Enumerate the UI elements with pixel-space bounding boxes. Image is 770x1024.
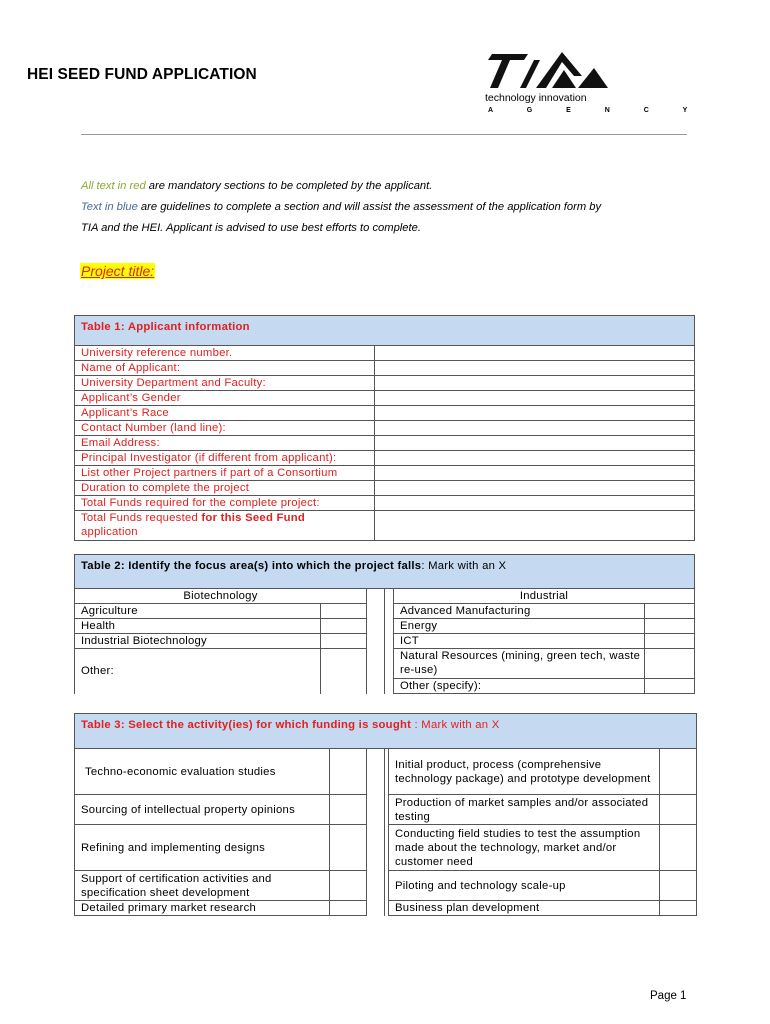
activity-left-item: Detailed primary market research <box>75 901 330 916</box>
table1-row-label: List other Project partners if part of a Consortium <box>75 466 375 481</box>
activity-mark-box[interactable] <box>330 795 367 825</box>
table1-row-label: Name of Applicant: <box>75 361 375 376</box>
activity-mark-box[interactable] <box>660 825 697 871</box>
table1-input-cell[interactable] <box>375 481 695 496</box>
activity-mark-box[interactable] <box>330 901 367 916</box>
table1-input-cell[interactable] <box>375 511 695 541</box>
focus-left-item: Industrial Biotechnology <box>75 634 321 649</box>
table1-row-label: Applicant’s Gender <box>75 391 375 406</box>
page-number: Page 1 <box>650 990 687 1002</box>
focus-mark-box[interactable] <box>321 649 367 694</box>
focus-area-table <box>74 554 695 694</box>
tia-logo <box>480 48 704 122</box>
table1-input-cell[interactable] <box>375 391 695 406</box>
focus-mark-box[interactable] <box>321 634 367 649</box>
focus-left-item: Agriculture <box>75 604 321 619</box>
table1-row-label: Email Address: <box>75 436 375 451</box>
logo-text-line1: technology innovation <box>485 92 587 104</box>
table1-input-cell[interactable] <box>375 406 695 421</box>
focus-mark-box[interactable] <box>645 649 695 679</box>
intro-line-3: TIA and the HEI. Applicant is advised to use best efforts to complete. <box>81 222 421 234</box>
table1-input-cell[interactable] <box>375 436 695 451</box>
table2-heading-rest: : Mark with an X <box>421 560 507 572</box>
table1-row-label: Duration to complete the project <box>75 481 375 496</box>
table2-heading-bold: Table 2: Identify the focus area(s) into which the project falls <box>81 560 422 572</box>
table1-input-cell[interactable] <box>375 421 695 436</box>
activity-left-item: Support of certification activities and specification sheet development <box>75 871 330 901</box>
table1-row-label <box>75 511 375 541</box>
table3-heading-bold: Table 3: Select the activity(ies) for which funding is sought <box>81 719 412 731</box>
focus-mark-box[interactable] <box>645 679 695 694</box>
table1-row-label: University reference number. <box>75 346 375 361</box>
activity-right-item: Production of market samples and/or associated testing <box>389 795 660 825</box>
table2-gap <box>367 634 385 649</box>
intro-line2-text: are guidelines to complete a section and will assist the assessment of the application form by <box>137 201 602 213</box>
logo-text-line2: A G E N C Y <box>488 107 704 114</box>
table2-gap <box>385 619 394 634</box>
table3-gap <box>367 825 385 871</box>
table1-row-label: Applicant’s Race <box>75 406 375 421</box>
header-divider <box>81 134 687 135</box>
activity-left-item: Sourcing of intellectual property opinions <box>75 795 330 825</box>
table3-gap <box>367 749 385 795</box>
intro-line-1 <box>81 179 432 193</box>
table3-gap <box>367 901 385 916</box>
industrial-column-header: Industrial <box>394 589 695 604</box>
intro-line1-text: are mandatory sections to be completed by the applicant. <box>145 180 433 192</box>
activity-mark-box[interactable] <box>330 871 367 901</box>
table2-gap <box>385 634 394 649</box>
focus-mark-box[interactable] <box>645 604 695 619</box>
intro-red-label: All text in red <box>81 180 146 192</box>
table1-row-label: Total Funds required for the complete project: <box>75 496 375 511</box>
table3-heading <box>75 714 697 749</box>
table2-gap <box>385 649 394 694</box>
focus-mark-box[interactable] <box>321 604 367 619</box>
activity-right-item: Business plan development <box>389 901 660 916</box>
table1-input-cell[interactable] <box>375 376 695 391</box>
table2-gap <box>367 649 385 694</box>
activity-mark-box[interactable] <box>660 871 697 901</box>
applicant-info-table <box>74 315 695 541</box>
project-title-label: Project title: <box>81 263 155 279</box>
focus-right-item: Advanced Manufacturing <box>394 604 645 619</box>
table1-row-label: Contact Number (land line): <box>75 421 375 436</box>
funds-requested-bold: for this Seed Fund <box>201 512 306 524</box>
funds-requested-text: Total Funds requested <box>81 512 202 524</box>
table2-gap <box>367 589 385 604</box>
activity-mark-box[interactable] <box>660 795 697 825</box>
table1-input-cell[interactable] <box>375 451 695 466</box>
table2-gap <box>367 619 385 634</box>
table1-input-cell[interactable] <box>375 346 695 361</box>
table2-heading <box>75 555 695 589</box>
activity-mark-box[interactable] <box>330 749 367 795</box>
focus-mark-box[interactable] <box>645 634 695 649</box>
intro-line-2 <box>81 200 601 214</box>
table2-gap <box>367 604 385 619</box>
table1-row-label: Principal Investigator (if different from applicant): <box>75 451 375 466</box>
focus-right-item: Other (specify): <box>394 679 645 694</box>
table1-input-cell[interactable] <box>375 496 695 511</box>
focus-left-item: Other: <box>75 649 321 694</box>
table2-gap <box>385 589 394 604</box>
funds-requested-text-2: application <box>81 526 138 538</box>
table1-input-cell[interactable] <box>375 466 695 481</box>
page-title: HEI SEED FUND APPLICATION <box>27 66 257 83</box>
biotechnology-column-header: Biotechnology <box>75 589 367 604</box>
activity-right-item: Conducting field studies to test the assumption made about the technology, market and/or customer need <box>389 825 660 871</box>
activity-left-item: Refining and implementing designs <box>75 825 330 871</box>
table2-gap <box>385 604 394 619</box>
activity-table <box>74 713 697 916</box>
activity-mark-box[interactable] <box>330 825 367 871</box>
table1-heading: Table 1: Applicant information <box>75 316 695 346</box>
focus-mark-box[interactable] <box>645 619 695 634</box>
focus-mark-box[interactable] <box>321 619 367 634</box>
table3-heading-rest: : Mark with an X <box>411 719 500 731</box>
focus-left-item: Health <box>75 619 321 634</box>
activity-mark-box[interactable] <box>660 749 697 795</box>
table3-gap <box>367 795 385 825</box>
activity-right-item: Initial product, process (comprehensive technology package) and prototype development <box>389 749 660 795</box>
intro-blue-label: Text in blue <box>81 201 138 213</box>
activity-left-item: Techno-economic evaluation studies <box>75 749 330 795</box>
table1-row-label: University Department and Faculty: <box>75 376 375 391</box>
focus-right-item: Energy <box>394 619 645 634</box>
activity-mark-box[interactable] <box>660 901 697 916</box>
activity-right-item: Piloting and technology scale-up <box>389 871 660 901</box>
focus-right-item: ICT <box>394 634 645 649</box>
table3-gap <box>367 871 385 901</box>
focus-right-item: Natural Resources (mining, green tech, waste re-use) <box>394 649 645 679</box>
table1-input-cell[interactable] <box>375 361 695 376</box>
